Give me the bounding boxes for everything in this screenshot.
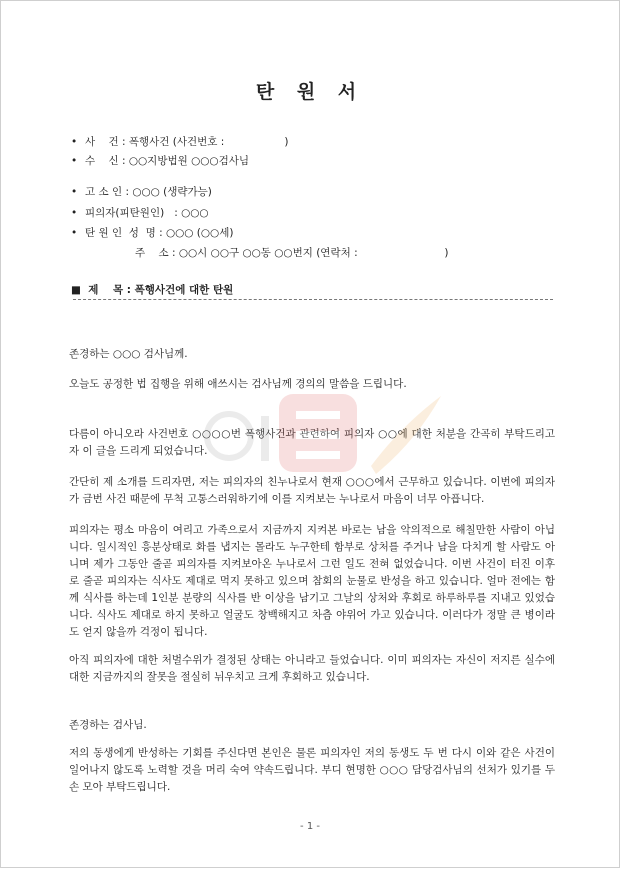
bullet-icon: • (71, 227, 78, 239)
dashed-divider (73, 299, 553, 300)
bullet-icon: • (71, 186, 78, 198)
introduction-paragraph: 간단히 제 소개를 드리자면, 저는 피의자의 친누나로서 현재 ○○○에서 근무하고 있습니다. 이번에 피의자가 금번 사건 때문에 무척 고통스러워하기에 이를 지켜보는 누나로서 마음이 너무 아픕니다. (69, 476, 555, 505)
bullet-icon: • (71, 155, 78, 167)
watermark-shape (296, 411, 340, 419)
request-paragraph: 저의 동생에게 반성하는 기회를 주신다면 본인은 물론 피의자인 저의 동생도 두 번 다시 이와 같은 사건이 일어나지 않도록 노력할 것을 머리 숙여 약속드립니다. 부디 현명한 ○○○ 담당검사님의 선처가 있기를 두 손 모아 부탁드립니다. (69, 747, 555, 793)
purpose-paragraph: 다름이 아니오라 사건번호 ○○○○번 폭행사건과 관련하여 피의자 ○○에 대한 처분을 간곡히 부탁드리고자 이 글을 드리게 되었습니다. (69, 428, 555, 457)
salutation: 존경하는 ○○○ 검사님께. (69, 348, 188, 360)
character-paragraph: 피의자는 평소 마음이 여리고 가족으로서 지금까지 지켜본 바로는 남을 악의적으로 해칠만한 사람이 아닙니다. 일시적인 흥분상태로 화를 냅지는 몰라도 누구한테 함부로 상처를 주거나 남을 다치게 할 사람도 아니며 제가 그동안 줄곧 피의자를 지켜보아온 누나로서 그런 일도 전혀 없었습니다. 이번 사건이 터진 이후로 줄곧 피의자는 식사도 제대로 먹지 못하고 있으며 참회의 눈물로 반성을 하고 있습니다. 얼마 전에는 함께 식사를 하는데 1인분 분량의 식사를 반 이상을 남기고 그날의 상처와 후회로 하루하루를 지내고 있었습니다. 식사도 제대로 하지 못하고 얼굴도 창백해지고 차츰 야위어 가고 있습니다. 이러다가 정말 큰 병이라도 얻지 않을까 걱정이 됩니다. (69, 524, 555, 638)
greeting-paragraph: 오늘도 공정한 법 집행을 위해 애쓰시는 검사님께 경의의 말씀을 드립니다. (69, 378, 407, 390)
document-title: 탄 원 서 (255, 81, 365, 103)
info-recipient: • 수 신 : ○○지방법원 ○○○검사님 (71, 155, 249, 167)
page-number: - 1 - (300, 821, 320, 832)
closing-salutation: 존경하는 검사님. (69, 719, 147, 731)
info-complainant: • 고 소 인 : ○○○ (생략가능) (71, 186, 212, 198)
info-suspect: • 피의자(피탄원인) : ○○○ (71, 207, 209, 219)
bullet-icon: • (71, 136, 78, 148)
info-case: • 사 건 : 폭행사건 (사건번호 : ) (71, 136, 289, 148)
info-petitioner-name: • 탄 원 인 성 명 : ○○○ (○○세) (71, 227, 234, 239)
status-paragraph: 아직 피의자에 대한 처벌수위가 결정된 상태는 아니라고 들었습니다. 이미 피의자는 자신이 저지른 실수에 대한 지금까지의 잘못을 절실히 뉘우치고 크게 후회하고 있습니다. (69, 654, 555, 683)
bullet-icon: • (71, 207, 78, 219)
subject-line: ■ 제 목 : 폭행사건에 대한 탄원 (71, 284, 234, 296)
info-petitioner-address: 주 소 : ○○시 ○○구 ○○동 ○○번지 (연락처 : ) (135, 247, 449, 259)
